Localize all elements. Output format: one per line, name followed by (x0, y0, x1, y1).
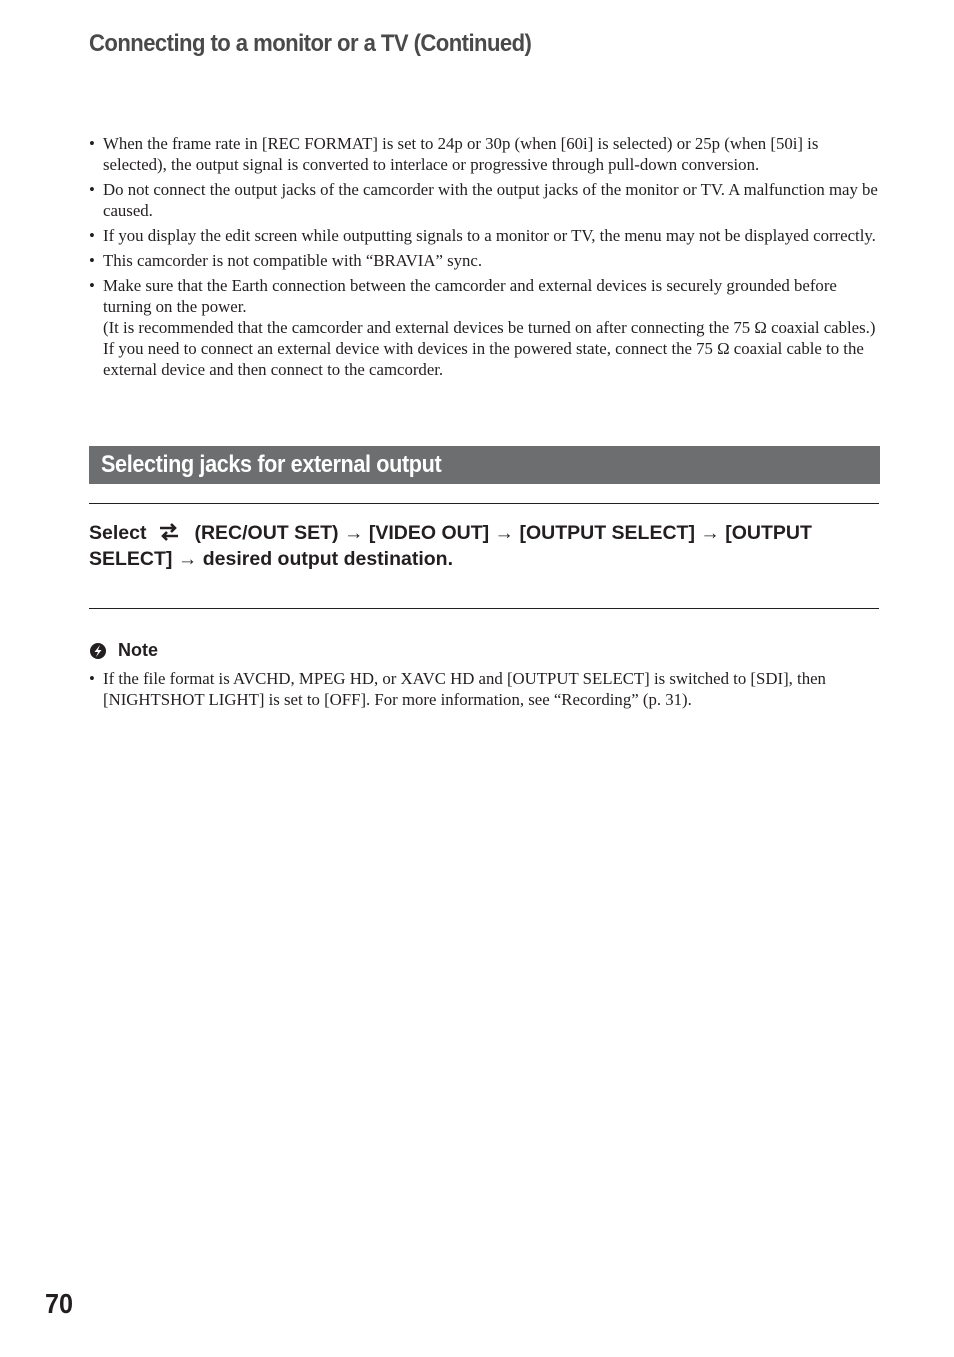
rec-out-set-icon (158, 522, 180, 542)
instruction-prefix: Select (89, 522, 147, 544)
list-item: • When the frame rate in [REC FORMAT] is set to 24p or 30p (when [60i] is selected) or 25p (when [50i] is selected), the output signal is converted to interlace or progressive through pull-down conversion. (89, 133, 879, 175)
earth-sub-text-2: If you need to connect an external device with devices in the powered state, connect the 75 Ω coaxial cable to the external device and then connect to the camcorder. (103, 339, 864, 379)
note-title: Note (118, 640, 158, 660)
note-heading (89, 640, 158, 661)
precautions-list (89, 133, 879, 384)
running-head: Connecting to a monitor or a TV (Continued) (89, 30, 532, 57)
list-item: • If you display the edit screen while outputting signals to a monitor or TV, the menu may not be displayed correctly. (89, 225, 879, 246)
section-title-bar (89, 446, 880, 484)
section-title: Selecting jacks for external output (101, 451, 442, 478)
list-item: • This camcorder is not compatible with “BRAVIA” sync. (89, 250, 879, 271)
note-icon (89, 642, 107, 660)
divider-bottom (89, 608, 879, 609)
list-item: • Do not connect the output jacks of the camcorder with the output jacks of the monitor or TV. A malfunction may be caused. (89, 179, 879, 221)
list-item-earth (89, 275, 879, 380)
earth-main-text: Make sure that the Earth connection between the camcorder and external devices is securely grounded before turning on the power. (103, 276, 837, 316)
instruction-path: (REC/OUT SET) → [VIDEO OUT] → [OUTPUT SELECT] → [OUTPUT SELECT] → desired output destination. (89, 522, 812, 570)
menu-instruction (89, 520, 889, 572)
page-number: 70 (45, 1288, 74, 1319)
list-item: • If the file format is AVCHD, MPEG HD, or XAVC HD and [OUTPUT SELECT] is switched to [SDI], then [NIGHTSHOT LIGHT] is set to [OFF]. For more information, see “Recording” (p. 31). (89, 668, 879, 710)
note-list (89, 668, 879, 710)
earth-sub-text-1: (It is recommended that the camcorder and external devices be turned on after connecting the 75 Ω coaxial cables.) (103, 318, 876, 337)
divider-top (89, 503, 879, 504)
